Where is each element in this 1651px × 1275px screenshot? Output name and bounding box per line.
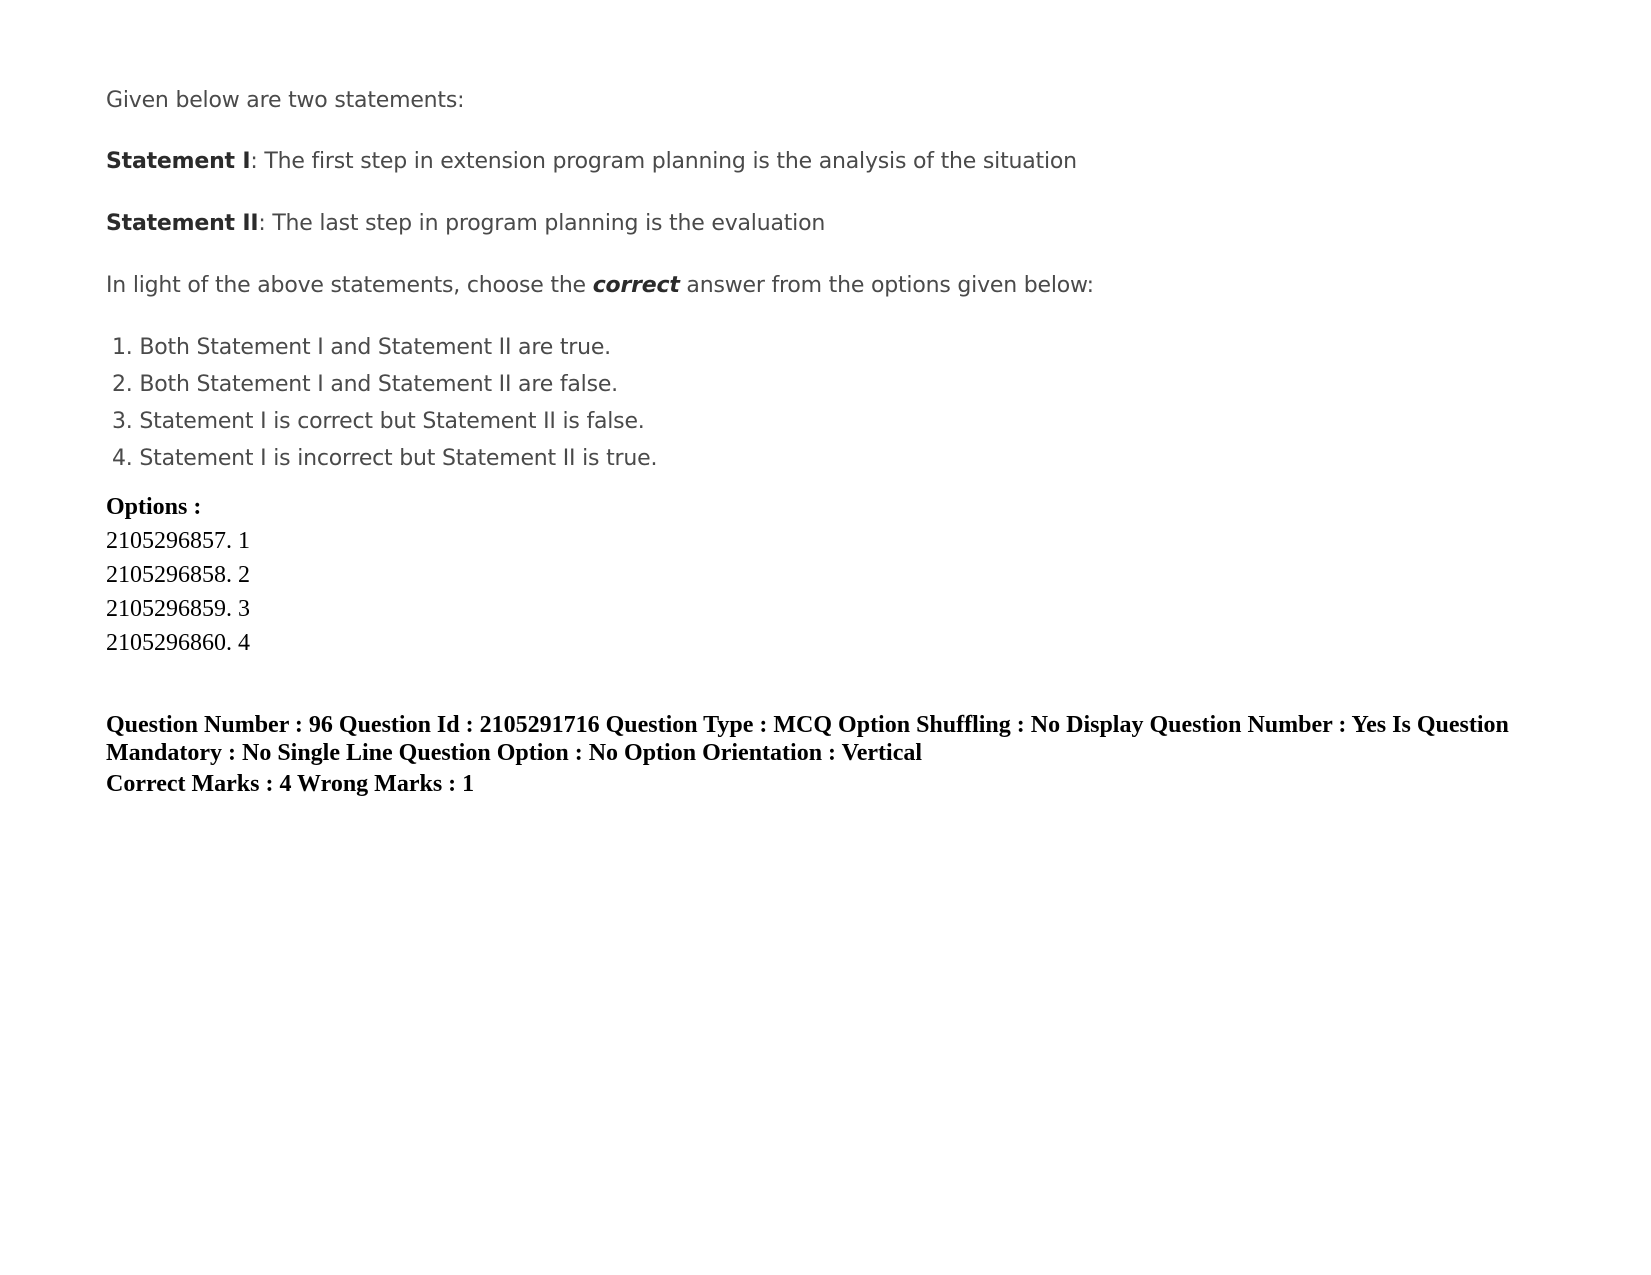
option-row: 2105296860. 4: [106, 630, 250, 656]
statement-2-text: : The last step in program planning is the evaluation: [258, 211, 826, 236]
statement-1: [106, 149, 1077, 174]
question-marks: Correct Marks : 4 Wrong Marks : 1: [106, 771, 475, 797]
choice-item: 4. Statement I is incorrect but Statement II is true.: [112, 446, 658, 471]
option-row: 2105296859. 3: [106, 596, 250, 622]
question-instruction: [106, 273, 1094, 298]
statement-2: [106, 211, 825, 236]
option-row: 2105296857. 1: [106, 528, 250, 554]
instruction-after: answer from the options given below:: [679, 273, 1094, 298]
option-row: 2105296858. 2: [106, 562, 250, 588]
question-intro: Given below are two statements:: [106, 88, 465, 113]
choice-item: 3. Statement I is correct but Statement II is false.: [112, 409, 645, 434]
question-metadata: Question Number : 96 Question Id : 2105291716 Question Type : MCQ Option Shuffling : No Display Question Number : Yes Is Question Mandatory : No Single Line Question Option : No Option Orientation : Vertical: [106, 712, 1509, 766]
instruction-before: In light of the above statements, choose the: [106, 273, 593, 298]
choice-item: 2. Both Statement I and Statement II are false.: [112, 372, 618, 397]
statement-1-text: : The first step in extension program planning is the analysis of the situation: [250, 149, 1077, 174]
choice-item: 1. Both Statement I and Statement II are true.: [112, 335, 611, 360]
statement-2-label: Statement II: [106, 211, 259, 236]
statement-1-label: Statement I: [106, 149, 251, 174]
options-heading: Options :: [106, 494, 202, 520]
instruction-emphasis: correct: [592, 273, 680, 298]
